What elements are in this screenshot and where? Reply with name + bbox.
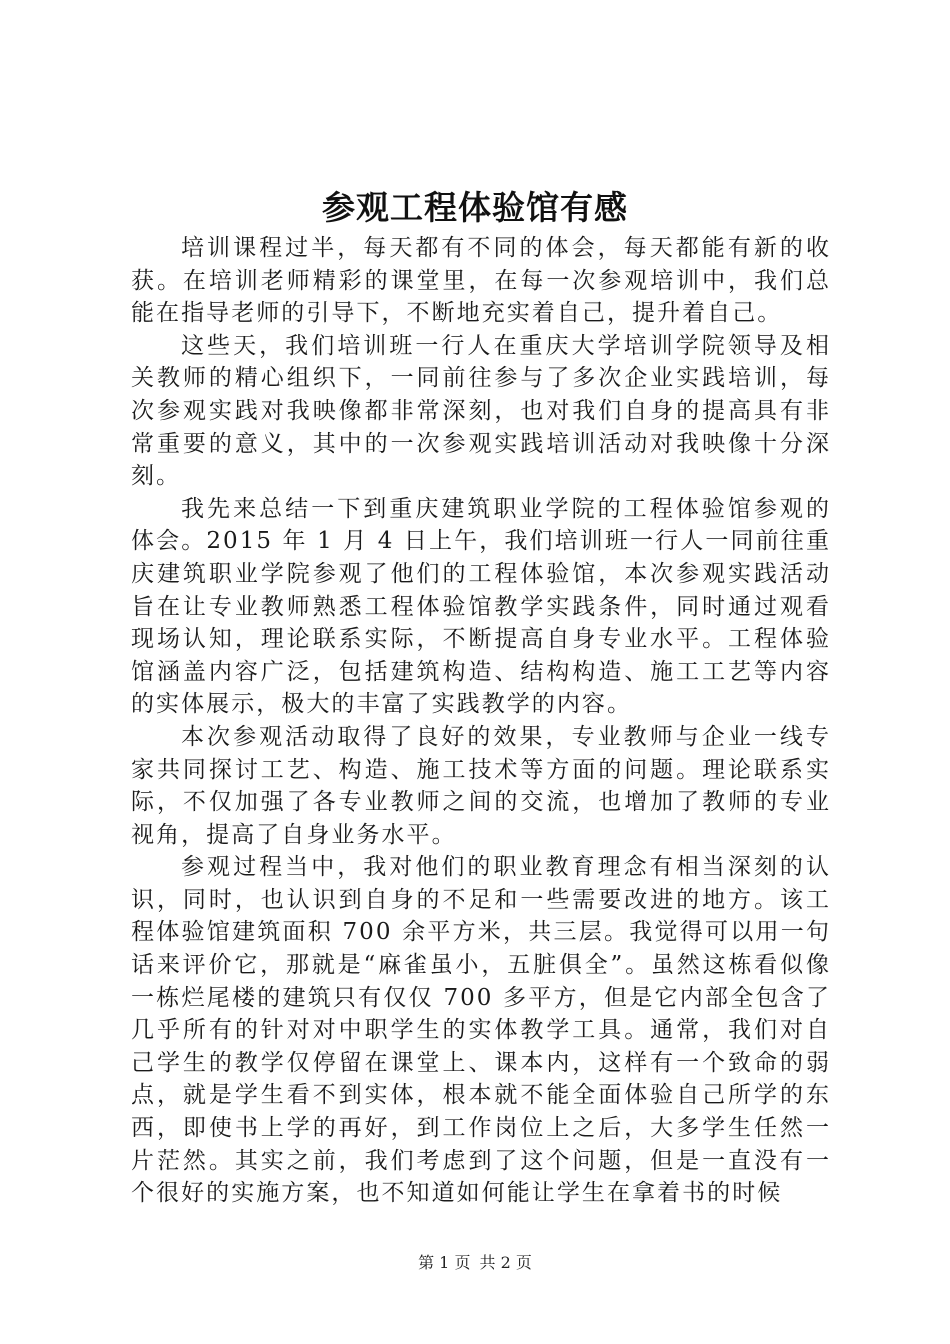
paragraph: 这些天，我们培训班一行人在重庆大学培训学院领导及相关教师的精心组织下，一同前往参与了多次企业实践培训，每次参观实践对我映像都非常深刻，也对我们自身的提高具有非常重要的意义，其中的一次参观实践培训活动对我映像十分深刻。 bbox=[131, 332, 831, 490]
document-body bbox=[131, 232, 831, 1210]
page-number: 第 1 页 bbox=[418, 1253, 471, 1272]
document-title: 参观工程体验馆有感 bbox=[322, 188, 628, 227]
paragraph: 培训课程过半，每天都有不同的体会，每天都能有新的收获。在培训老师精彩的课堂里，在每一次参观培训中，我们总能在指导老师的引导下，不断地充实着自己，提升着自己。 bbox=[131, 235, 831, 327]
paragraph: 参观过程当中，我对他们的职业教育理念有相当深刻的认识，同时，也认识到自身的不足和一些需要改进的地方。该工程体验馆建筑面积 700 余平方米，共三层。我觉得可以用一句话来评价它，那就是“麻雀虽小，五脏俱全”。虽然这栋看似像一栋烂尾楼的建筑只有仅仅 700 多平方，但是它内部全包含了几乎所有的针对对中职学生的实体教学工具。通常，我们对自己学生的教学仅停留在课堂上、课本内，这样有一个致命的弱点，就是学生看不到实体，根本就不能全面体验自己所学的东西，即使书上学的再好，到工作岗位上之后，大多学生任然一片茫然。其实之前，我们考虑到了这个问题，但是一直没有一个很好的实施方案，也不知道如何能让学生在拿着书的时候 bbox=[131, 854, 831, 1207]
page-footer bbox=[0, 1251, 950, 1275]
paragraph: 本次参观活动取得了良好的效果，专业教师与企业一线专家共同探讨工艺、构造、施工技术等方面的问题。理论联系实际，不仅加强了各专业教师之间的交流，也增加了教师的专业视角，提高了自身业务水平。 bbox=[131, 723, 831, 848]
page-total: 共 2 页 bbox=[479, 1253, 532, 1272]
paragraph: 我先来总结一下到重庆建筑职业学院的工程体验馆参观的体会。2015 年 1 月 4 日上午，我们培训班一行人一同前往重庆建筑职业学院参观了他们的工程体验馆，本次参观实践活动旨在让专业教师熟悉工程体验馆教学实践条件，同时通过观看现场认知，理论联系实际，不断提高自身专业水平。工程体验馆涵盖内容广泛，包括建筑构造、结构构造、施工工艺等内容的实体展示，极大的丰富了实践教学的内容。 bbox=[131, 495, 831, 718]
